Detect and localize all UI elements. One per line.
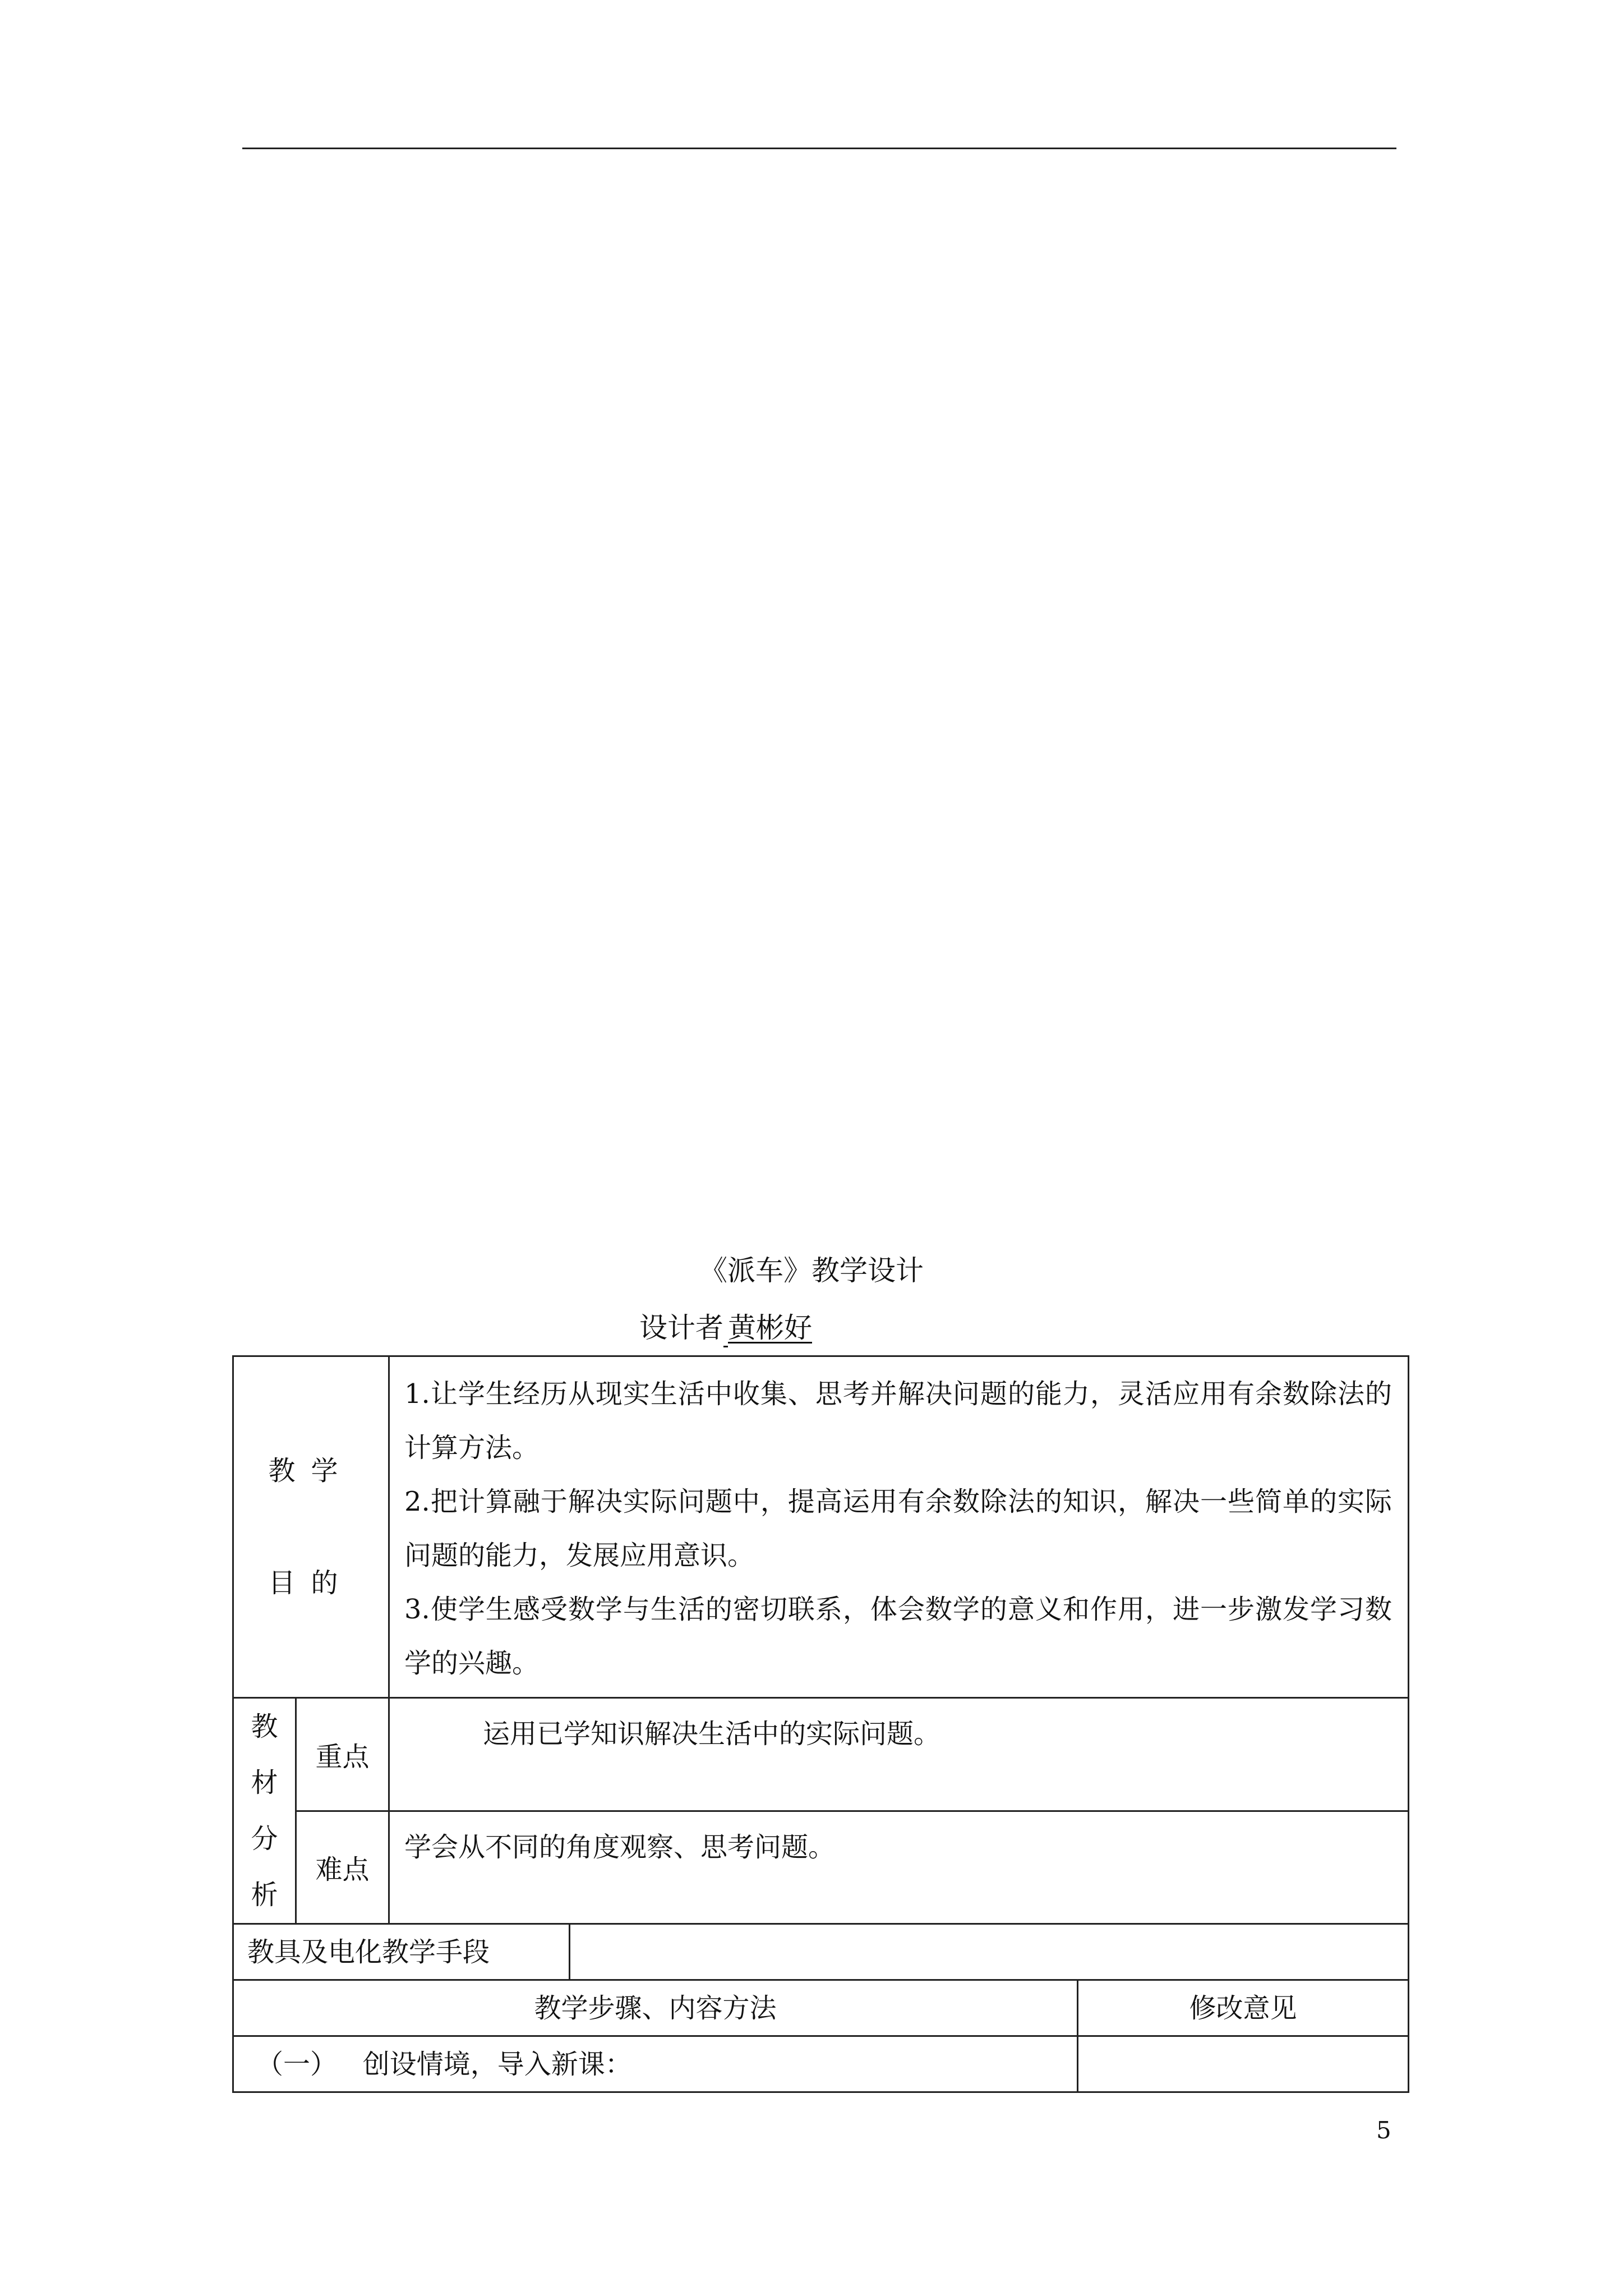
analysis-label-char: 分	[251, 1823, 278, 1855]
objectives-label-line-1: 教学	[268, 1455, 354, 1487]
header-rule	[242, 148, 1396, 149]
designer-label: 设计者	[639, 1312, 723, 1344]
analysis-label-cell	[233, 1698, 296, 1924]
difficulty-label: 难点	[296, 1811, 389, 1924]
designer-underline-gap	[723, 1313, 728, 1347]
objectives-label-line-2: 目的	[268, 1567, 354, 1599]
objective-item: 3.使学生感受数学与生活的密切联系，体会数学的意义和作用，进一步激发学习数学的兴趣。	[404, 1594, 1393, 1679]
objective-item: 2.把计算融于解决实际问题中，提高运用有余数除法的知识，解决一些简单的实际问题的能力，发展应用意识。	[404, 1486, 1393, 1571]
objectives-label-cell	[233, 1356, 389, 1698]
lesson-plan-table	[232, 1355, 1409, 2093]
tools-value	[570, 1924, 1409, 1980]
designer-name: 黄彬好	[728, 1312, 812, 1344]
step-row	[233, 2036, 1409, 2092]
page-number: 5	[1376, 2116, 1391, 2144]
steps-header: 教学步骤、内容方法	[233, 1980, 1078, 2036]
key-point-text: 运用已学知识解决生活中的实际问题。	[389, 1698, 1409, 1811]
objectives-row	[233, 1356, 1409, 1698]
analysis-label-char: 析	[251, 1879, 278, 1911]
analysis-label-char: 教	[251, 1711, 278, 1742]
steps-header-row	[233, 1980, 1409, 2036]
tools-label: 教具及电化教学手段	[233, 1924, 570, 1980]
objective-item: 1.让学生经历从现实生活中收集、思考并解决问题的能力，灵活应用有余数除法的计算方法。	[404, 1378, 1393, 1464]
revision-header: 修改意见	[1078, 1980, 1409, 2036]
key-point-row	[233, 1698, 1409, 1811]
difficulty-text: 学会从不同的角度观察、思考问题。	[389, 1811, 1409, 1924]
document-title: 《派车》教学设计	[699, 1254, 924, 1287]
designer-line	[639, 1308, 812, 1347]
step-1-revision	[1078, 2036, 1409, 2092]
step-1-text: （一） 创设情境，导入新课：	[233, 2036, 1078, 2092]
difficulty-row	[233, 1811, 1409, 1924]
analysis-label-char: 材	[251, 1767, 278, 1798]
tools-row	[233, 1924, 1409, 1980]
objectives-cell	[389, 1356, 1409, 1698]
key-point-label: 重点	[296, 1698, 389, 1811]
